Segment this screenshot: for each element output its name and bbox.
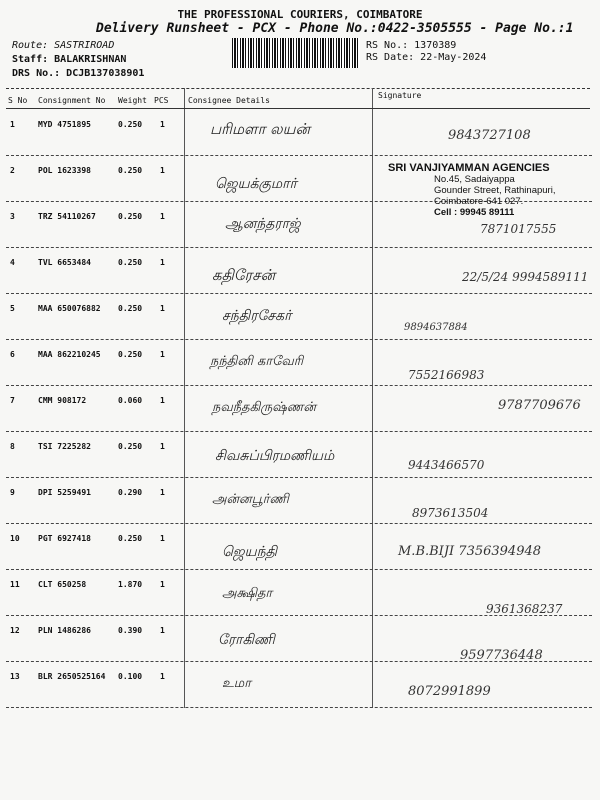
row-sno: 6 — [10, 350, 15, 359]
row-signature: 9361368237 — [486, 602, 563, 616]
row-signature: 9894637884 — [404, 322, 468, 333]
row-weight: 0.250 — [118, 166, 143, 175]
row-sno: 11 — [10, 580, 20, 589]
barcode — [232, 38, 360, 68]
col-header-pcs: PCS — [154, 96, 169, 105]
row-separator — [6, 707, 592, 708]
row-weight: 0.250 — [118, 534, 143, 543]
table-row — [0, 248, 600, 294]
row-consignee-handwritten: ஜெயக்குமார் — [215, 176, 297, 192]
row-sno: 5 — [10, 304, 15, 313]
drs-number: DRS No.: DCJB137038901 — [12, 68, 145, 79]
table-row — [0, 478, 600, 524]
table-row — [0, 294, 600, 340]
table-row — [0, 386, 600, 432]
rs-number: RS No.: 1370389 — [366, 40, 457, 51]
col-header-weight: Weight — [118, 96, 147, 105]
row-weight: 0.250 — [118, 304, 143, 313]
row-weight: 0.290 — [118, 488, 143, 497]
stamp-address-line: No.45, Sadaiyappa — [434, 174, 515, 185]
row-weight: 0.250 — [118, 442, 143, 451]
row-signature: 8072991899 — [408, 684, 491, 699]
row-sno: 4 — [10, 258, 15, 267]
row-pcs: 1 — [160, 442, 165, 451]
table-row — [0, 616, 600, 662]
row-consignment-no: TRZ 54110267 — [38, 212, 96, 221]
row-weight: 0.250 — [118, 212, 143, 221]
row-pcs: 1 — [160, 304, 165, 313]
route-label: Route: SASTRIROAD — [12, 40, 115, 51]
header-bottom-rule — [6, 108, 590, 109]
row-weight: 0.060 — [118, 396, 143, 405]
company-title: THE PROFESSIONAL COURIERS, COIMBATORE — [177, 8, 423, 21]
table-row — [0, 570, 600, 616]
stamp-cell: Cell : 99945 89111 — [434, 207, 515, 218]
row-pcs: 1 — [160, 626, 165, 635]
row-pcs: 1 — [160, 350, 165, 359]
row-consignee-handwritten: அன்னபூர்ணி — [212, 492, 289, 507]
row-consignee-handwritten: நவநீதகிருஷ்ணன் — [212, 400, 316, 415]
row-signature: 7871017555 — [480, 222, 557, 236]
row-consignee-handwritten: சந்திரசேகர் — [222, 308, 292, 324]
row-weight: 0.250 — [118, 258, 143, 267]
row-consignee-handwritten: ஜெயந்தி — [222, 544, 278, 560]
row-consignee-handwritten: ரோகிணி — [218, 632, 275, 648]
row-consignee-handwritten: பரிமளா லயன் — [210, 120, 311, 138]
row-consignee-handwritten: உமா — [222, 676, 252, 691]
table-row — [0, 432, 600, 478]
row-consignment-no: BLR 2650525164 — [38, 672, 106, 681]
table-row — [0, 662, 600, 708]
row-pcs: 1 — [160, 120, 165, 129]
row-signature: 22/5/24 9994589111 — [462, 270, 589, 284]
row-consignment-no: DPI 5259491 — [38, 488, 91, 497]
row-pcs: 1 — [160, 672, 165, 681]
rs-date: RS Date: 22-May-2024 — [366, 52, 487, 63]
col-header-consignment: Consignment No — [38, 96, 106, 105]
row-pcs: 1 — [160, 166, 165, 175]
row-pcs: 1 — [160, 580, 165, 589]
row-sno: 12 — [10, 626, 20, 635]
table-row — [0, 340, 600, 386]
row-consignment-no: MYD 4751895 — [38, 120, 91, 129]
row-sno: 2 — [10, 166, 15, 175]
row-weight: 0.250 — [118, 350, 143, 359]
row-signature: M.B.BIJI 7356394948 — [398, 544, 542, 559]
row-pcs: 1 — [160, 258, 165, 267]
row-pcs: 1 — [160, 488, 165, 497]
runsheet-title: Delivery Runsheet - PCX - Phone No.:0422-3505555 - Page No.:1 — [96, 21, 574, 36]
col-header-consignee: Consignee Details — [188, 96, 270, 105]
col-header-signature: Signature — [378, 91, 422, 100]
row-sno: 3 — [10, 212, 15, 221]
row-consignment-no: MAA 862210245 — [38, 350, 101, 359]
row-signature: 9787709676 — [498, 398, 581, 413]
row-consignment-no: CLT 650258 — [38, 580, 87, 589]
agency-stamp — [388, 162, 573, 218]
row-consignee-handwritten: அக்ஷிதா — [222, 586, 273, 601]
header-top-rule — [6, 88, 590, 89]
row-consignee-handwritten: ஆனந்தராஜ் — [225, 216, 301, 232]
row-weight: 0.250 — [118, 120, 143, 129]
staff-label: Staff: BALAKRISHNAN — [12, 54, 127, 65]
row-weight: 1.870 — [118, 580, 143, 589]
row-signature: 8973613504 — [412, 506, 489, 520]
row-consignee-handwritten: நந்தினி காவேரி — [210, 354, 304, 369]
table-row — [0, 524, 600, 570]
row-signature: 9843727108 — [448, 128, 531, 143]
row-consignment-no: TVL 6653484 — [38, 258, 91, 267]
row-signature: 7552166983 — [408, 368, 485, 382]
row-consignment-no: POL 1623398 — [38, 166, 91, 175]
row-pcs: 1 — [160, 534, 165, 543]
row-pcs: 1 — [160, 212, 165, 221]
row-sno: 13 — [10, 672, 20, 681]
stamp-address-line: Coimbatore-641 027. — [434, 196, 524, 207]
stamp-address-line: Gounder Street, Rathinapuri, — [434, 185, 556, 196]
row-consignment-no: PGT 6927418 — [38, 534, 91, 543]
col-header-sno: S No — [8, 96, 28, 105]
row-pcs: 1 — [160, 396, 165, 405]
row-consignment-no: PLN 1486286 — [38, 626, 91, 635]
row-consignee-handwritten: கதிரேசன் — [212, 266, 276, 284]
row-sno: 7 — [10, 396, 15, 405]
row-sno: 8 — [10, 442, 15, 451]
row-weight: 0.100 — [118, 672, 143, 681]
stamp-name: SRI VANJIYAMMAN AGENCIES — [388, 162, 550, 174]
row-sno: 1 — [10, 120, 15, 129]
row-sno: 9 — [10, 488, 15, 497]
row-signature: 9443466570 — [408, 458, 485, 472]
row-weight: 0.390 — [118, 626, 143, 635]
row-sno: 10 — [10, 534, 20, 543]
row-consignment-no: MAA 650076882 — [38, 304, 101, 313]
row-signature: 9597736448 — [460, 648, 543, 663]
table-row — [0, 110, 600, 156]
row-consignment-no: TSI 7225282 — [38, 442, 91, 451]
row-consignee-handwritten: சிவசுப்பிரமணியம் — [215, 448, 335, 464]
row-consignment-no: CMM 908172 — [38, 396, 87, 405]
